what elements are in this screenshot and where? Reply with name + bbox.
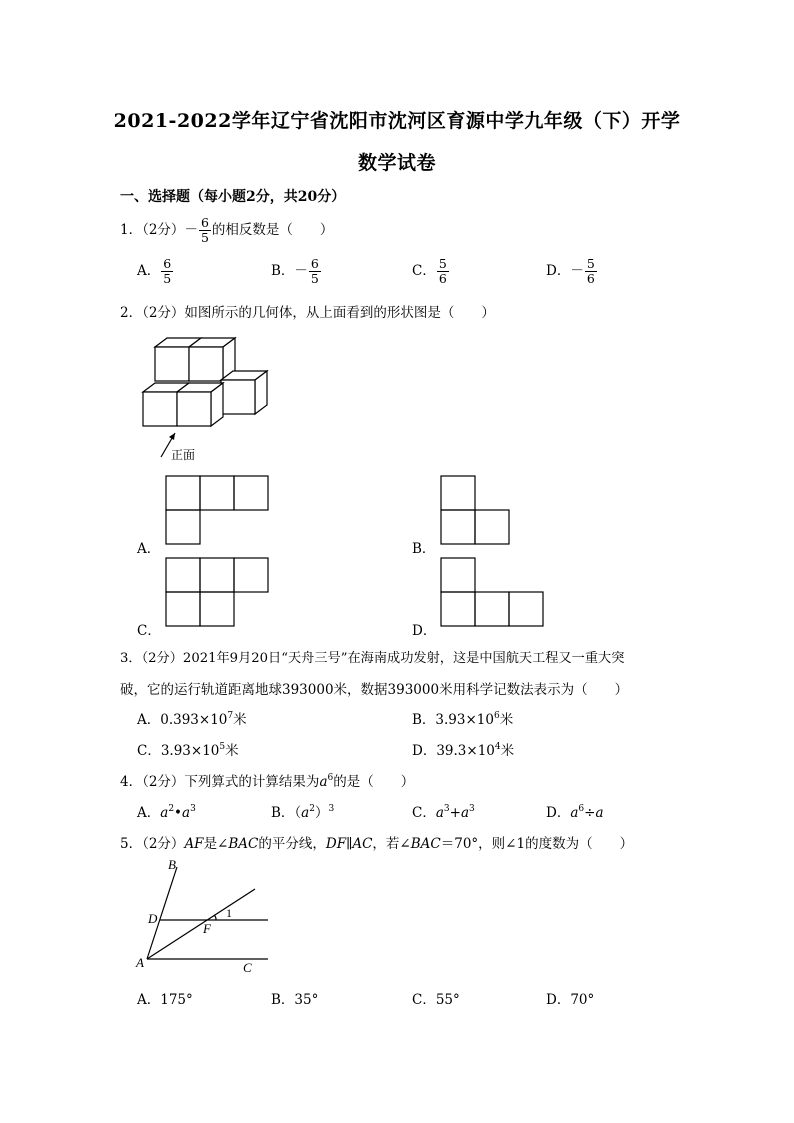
q4-c-t1: a [435, 805, 444, 821]
label-b: B [168, 857, 176, 872]
q1-c-num: 5 [438, 256, 447, 271]
q4-exp: 6 [327, 773, 334, 783]
q3-c-exp: 5 [219, 742, 226, 752]
q4-c-e2: 3 [469, 804, 475, 814]
q1-d-den: 6 [586, 271, 595, 286]
q2-option-a-label: A． [137, 541, 161, 557]
q1-c-frac [437, 257, 449, 286]
q3-a-exp: 7 [227, 711, 234, 721]
q1-fraction [199, 216, 211, 245]
q4-c-t2: a [460, 805, 470, 821]
q5-number: 5．（2分） [120, 836, 185, 852]
q3-b-unit: 米 [499, 712, 514, 728]
section-heading: 一、选择题（每小题2分，共20分） [120, 189, 346, 205]
q1-option-b [271, 257, 322, 286]
label-d: D [148, 911, 158, 926]
q1-neg: － [184, 222, 198, 238]
question-4 [120, 770, 414, 790]
q1-b-frac [309, 257, 321, 286]
q4-d-op: ÷ [584, 805, 596, 821]
q3-option-b [412, 708, 513, 728]
ray-af [147, 889, 255, 959]
angle-1-arc [214, 915, 216, 920]
q4-a-t1: a [160, 805, 169, 821]
q3-d-unit: 米 [500, 743, 515, 759]
q3-option-d [412, 739, 514, 759]
q1-frac-num: 6 [200, 215, 209, 230]
q1-d-sign: － [570, 263, 584, 279]
question-2: 2．（2分）如图所示的几何体，从上面看到的形状图是（ ） [120, 305, 495, 321]
q4-suffix: 的是（ ） [333, 774, 415, 790]
q4-option-a [137, 801, 196, 821]
q4-d-t1: a [570, 805, 579, 821]
q1-c-label: C． [412, 263, 436, 279]
question-3-line1: 3．（2分）2021年9月20日“天舟三号”在海南成功发射，这是中国航天工程又一重大突 [120, 651, 625, 666]
label-c: C [243, 960, 252, 975]
cube-front-left-front [143, 392, 177, 426]
q2-option-d-label: D． [412, 623, 437, 639]
exam-title-line1: 2021-2022学年辽宁省沈阳市沈河区育源中学九年级（下）开学 [113, 110, 681, 132]
q4-a-e2: 3 [190, 804, 196, 814]
q4-option-b [271, 801, 334, 821]
q2-solid-figure [135, 333, 275, 463]
q1-a-label: A． [137, 263, 161, 279]
q5-geometry-figure [130, 855, 280, 980]
q1-option-a [137, 257, 174, 286]
q5-t2: BAC [228, 836, 259, 852]
q4-option-d [546, 801, 604, 821]
q1-number: 1．（2分） [120, 222, 185, 238]
front-label: 正面 [171, 448, 196, 462]
q4-d-e1: 6 [578, 804, 585, 814]
q4-b-mid: ） [314, 805, 329, 821]
question-3-line2: 破，它的运行轨道距离地球393000米，数据393000米用科学记数法表示为（ ） [120, 682, 629, 698]
q1-d-num: 5 [586, 256, 595, 271]
cube-right-front [221, 380, 255, 414]
q1-b-den: 5 [310, 271, 319, 286]
q1-d-frac [585, 257, 597, 286]
q2-option-d-figure [441, 558, 545, 628]
q3-option-a [137, 708, 247, 728]
q2-option-c-label: C． [137, 623, 161, 639]
label-angle-1: 1 [226, 906, 232, 920]
q4-a-op: • [174, 805, 183, 821]
q4-option-c [412, 801, 475, 821]
q4-d-t2: a [595, 805, 604, 821]
q4-c-e1: 3 [443, 804, 450, 814]
question-1 [120, 216, 333, 245]
q1-d-label: D． [546, 263, 571, 279]
q4-prefix: 4．（2分）下列算式的计算结果为 [120, 774, 320, 790]
q1-frac-den: 5 [200, 230, 209, 245]
q4-b-t1: a [301, 805, 310, 821]
q5-t5: BAC [410, 836, 441, 852]
q1-tail: 的相反数是（ ） [211, 222, 334, 238]
q3-d-exp: 4 [494, 742, 501, 752]
q4-b-label: B．（ [271, 805, 302, 821]
q5-s3: ∥ [346, 836, 353, 852]
q5-t3: DF [325, 836, 347, 852]
q1-b-sign: － [294, 263, 308, 279]
q4-a-t2: a [182, 805, 191, 821]
q3-a-unit: 米 [233, 712, 247, 728]
q4-a-e1: 2 [168, 804, 175, 814]
q2-option-a-figure [166, 476, 270, 546]
q5-s2: 的平分线， [258, 836, 326, 852]
q3-b-exp: 6 [493, 711, 500, 721]
q5-t1: AF [184, 836, 204, 852]
q5-option-a: A．175° [137, 992, 193, 1008]
q1-b-num: 6 [310, 256, 319, 271]
q4-var: a [319, 774, 328, 790]
q2-option-b-label: B． [412, 541, 436, 557]
q3-c-unit: 米 [225, 743, 239, 759]
q3-a-base: A．0.393×10 [137, 712, 228, 728]
q1-a-frac [161, 257, 173, 286]
q1-c-den: 6 [438, 271, 447, 286]
q3-c-base: C．3.93×10 [137, 743, 220, 759]
q5-t4: AC [352, 836, 373, 852]
q1-a-den: 5 [163, 271, 172, 286]
q4-d-label: D． [546, 805, 571, 821]
q5-s4: ，若∠ [372, 836, 411, 852]
q4-b-e1: 2 [309, 804, 315, 814]
label-f: F [203, 921, 211, 936]
label-a: A [136, 955, 144, 970]
q1-a-num: 6 [163, 256, 172, 271]
q1-b-label: B． [271, 263, 295, 279]
q5-s1: 是∠ [203, 836, 229, 852]
q3-b-base: B．3.93×10 [412, 712, 494, 728]
exam-title-line2: 数学试卷 [357, 152, 436, 174]
q4-b-e2: 3 [328, 804, 335, 814]
q5-option-c: C．55° [412, 992, 460, 1008]
q1-option-c [412, 257, 450, 286]
q4-c-label: C． [412, 805, 436, 821]
question-5 [120, 832, 633, 852]
q3-d-base: D．39.3×10 [412, 743, 495, 759]
q5-option-d: D．70° [546, 992, 595, 1008]
q5-option-b: B．35° [271, 992, 319, 1008]
cube-top-left-front [155, 347, 189, 381]
q2-option-c-figure [166, 558, 270, 628]
cube-front-right-front [177, 392, 211, 426]
q3-option-c [137, 739, 239, 759]
q5-s5: ＝70°，则∠1的度数为（ ） [440, 836, 634, 852]
q4-c-op: + [449, 805, 461, 821]
q1-option-d [546, 257, 598, 286]
q2-option-b-figure [441, 476, 513, 546]
q4-a-label: A． [137, 805, 161, 821]
cube-top-right-front [189, 347, 223, 381]
